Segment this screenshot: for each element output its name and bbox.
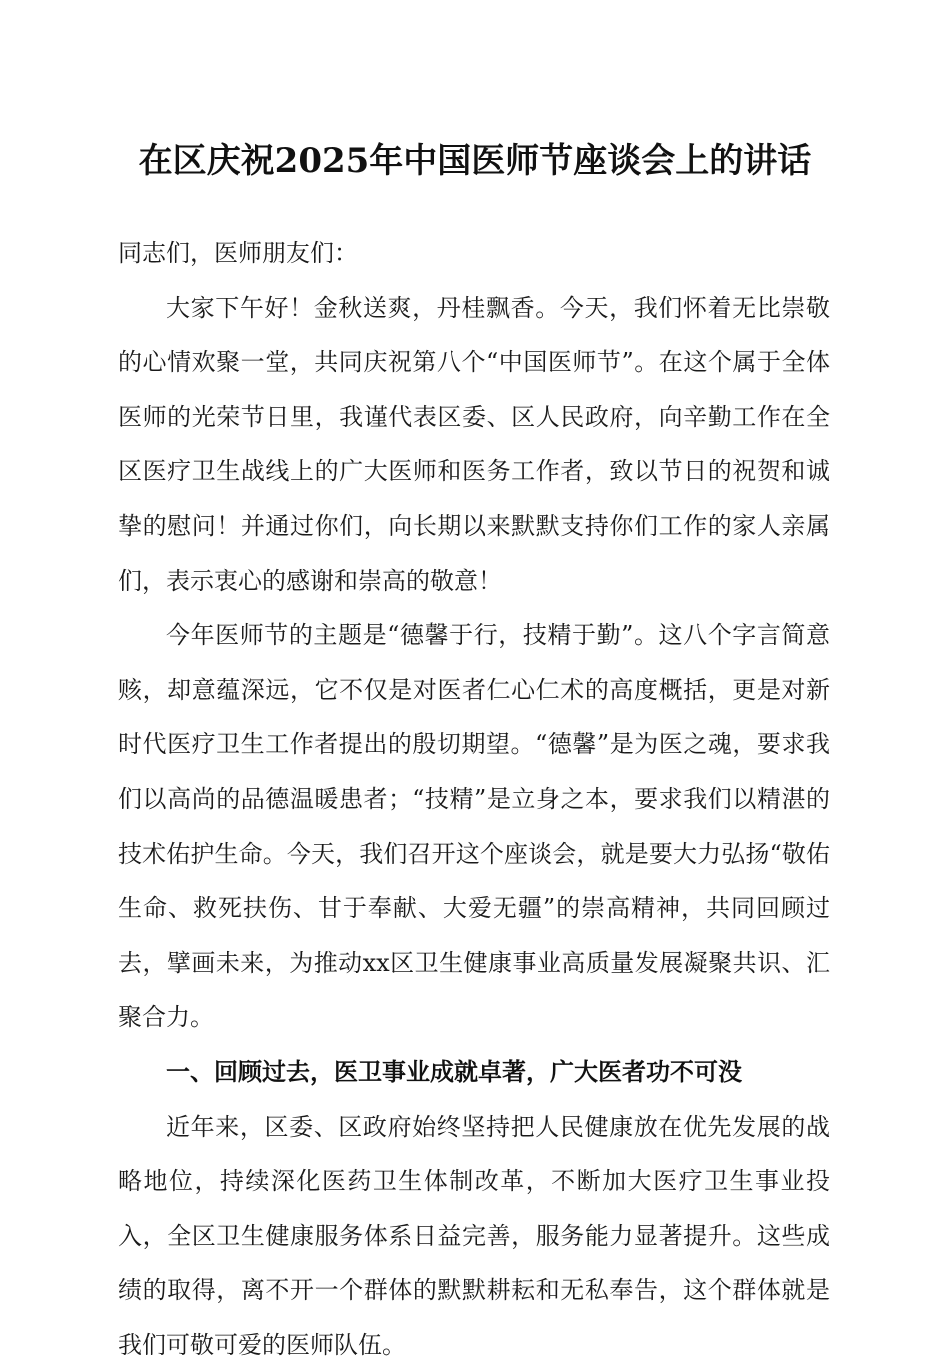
document-title: 在区庆祝2025年中国医师节座谈会上的讲话 bbox=[0, 136, 950, 186]
paragraph-review: 近年来，区委、区政府始终坚持把人民健康放在优先发展的战略地位，持续深化医药卫生体制改革，不断加大医疗卫生事业投入，全区卫生健康服务体系日益完善，服务能力显著提升。这些成绩的取得，离不开一个群体的默默耕耘和无私奉告，这个群体就是我们可敬可爱的医师队伍。 bbox=[118, 1100, 830, 1372]
paragraph-theme: 今年医师节的主题是“德馨于行，技精于勤”。这八个字言简意赅，却意蕴深远，它不仅是对医者仁心仁术的高度概括，更是对新时代医疗卫生工作者提出的殷切期望。“德馨”是为医之魂，要求我们以高尚的品德温暖患者；“技精”是立身之本，要求我们以精湛的技术佑护生命。今天，我们召开这个座谈会，就是要大力弘扬“敬佑生命、救死扶伤、甘于奉献、大爱无疆”的崇高精神，共同回顾过去，擘画未来，为推动xx区卫生健康事业高质量发展凝聚共识、汇聚合力。 bbox=[118, 608, 830, 1045]
section-heading: 一、回顾过去，医卫事业成就卓著，广大医者功不可没 bbox=[118, 1045, 830, 1100]
document-body bbox=[118, 226, 830, 1372]
salutation: 同志们，医师朋友们： bbox=[118, 226, 830, 281]
paragraph-greeting: 大家下午好！金秋送爽，丹桂飘香。今天，我们怀着无比崇敬的心情欢聚一堂，共同庆祝第八个“中国医师节”。在这个属于全体医师的光荣节日里，我谨代表区委、区人民政府，向辛勤工作在全区医疗卫生战线上的广大医师和医务工作者，致以节日的祝贺和诚挚的慰问！并通过你们，向长期以来默默支持你们工作的家人亲属们，表示衷心的感谢和崇高的敬意！ bbox=[118, 281, 830, 609]
